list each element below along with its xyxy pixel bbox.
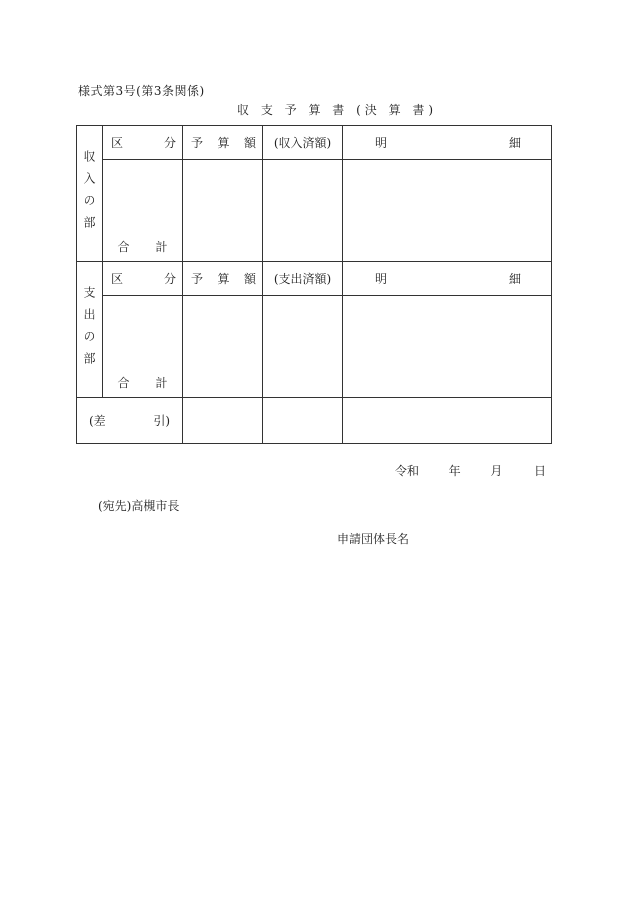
expense-section-label: 支出の部 [77, 262, 103, 398]
date-line [395, 462, 546, 479]
expense-total-label: 合 計 [117, 376, 168, 391]
expense-total-cell[interactable] [103, 295, 183, 398]
expense-details-header: 明 細 [343, 262, 552, 296]
income-header-row [77, 126, 552, 160]
form-number: 様式第3号(第3条関係) [78, 84, 205, 98]
income-settled-header: (収入済額) [263, 126, 343, 160]
expense-budget-header: 予 算 額 [183, 262, 263, 296]
difference-label-cell: (差 引) [77, 398, 183, 444]
difference-budget-cell[interactable] [183, 398, 263, 444]
expense-settled-header: (支出済額) [263, 262, 343, 296]
applicant-name-label: 申請団体長名 [337, 532, 410, 546]
income-budget-cell[interactable] [183, 159, 263, 262]
expense-settled-cell[interactable] [263, 295, 343, 398]
addressee: (宛先)高槻市長 [98, 499, 180, 513]
date-era: 令和 [395, 464, 420, 478]
income-category-header: 区 分 [103, 126, 183, 160]
expense-budget-cell[interactable] [183, 295, 263, 398]
income-total-cell[interactable] [103, 159, 183, 262]
date-year: 年 [448, 464, 461, 478]
income-settled-cell[interactable] [263, 159, 343, 262]
difference-details-cell[interactable] [343, 398, 552, 444]
date-day: 日 [534, 464, 547, 478]
income-details-header: 明 細 [343, 126, 552, 160]
document-title: 収 支 予 算 書 (決 算 書) [237, 103, 438, 117]
income-section-label: 収入の部 [77, 126, 103, 262]
difference-row [77, 398, 552, 444]
income-budget-header: 予 算 額 [183, 126, 263, 160]
difference-settled-cell[interactable] [263, 398, 343, 444]
expense-category-header: 区 分 [103, 262, 183, 296]
expense-details-cell[interactable] [343, 295, 552, 398]
income-details-cell[interactable] [343, 159, 552, 262]
income-body-row [77, 159, 552, 262]
budget-table [76, 125, 552, 444]
date-month: 月 [490, 464, 503, 478]
expense-body-row [77, 295, 552, 398]
income-total-label: 合 計 [117, 240, 168, 255]
expense-header-row [77, 262, 552, 296]
